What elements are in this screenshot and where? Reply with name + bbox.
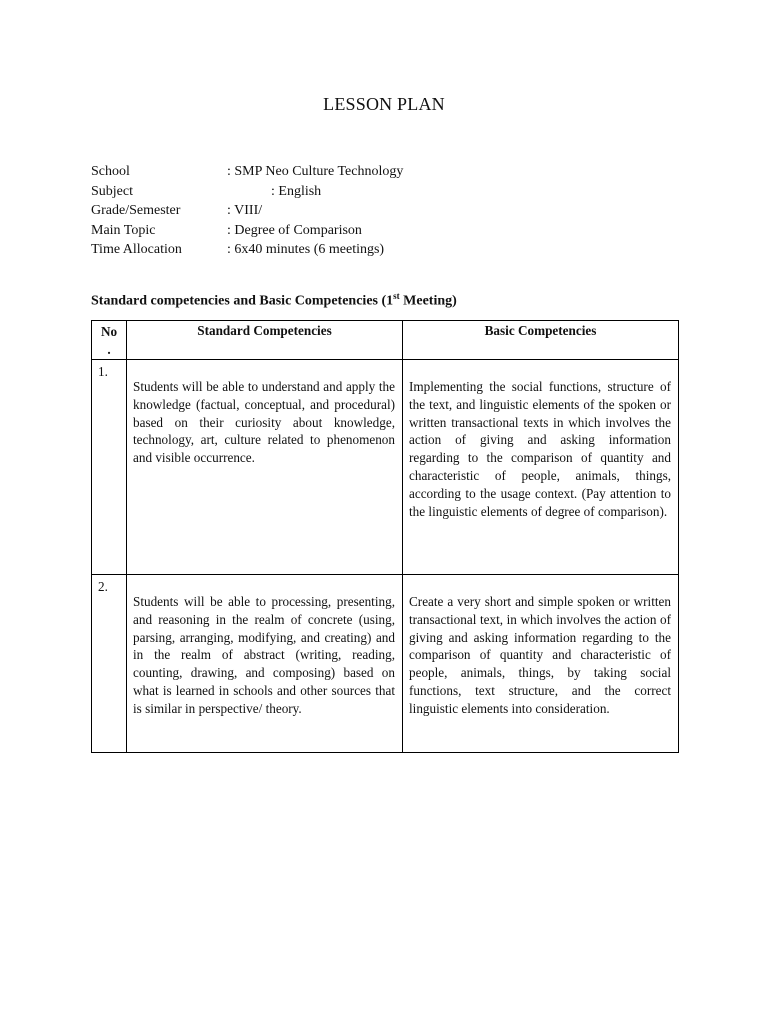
section-heading-prefix: Standard competencies and Basic Competencies (1 (91, 293, 394, 309)
page-title: LESSON PLAN (323, 94, 445, 114)
table-header-row (92, 321, 679, 360)
info-label: Main Topic (91, 222, 156, 238)
table-row (92, 360, 679, 575)
standard-competency: Students will be able to processing, presenting, and reasoning in the realm of concrete (using, parsing, arranging, modifying, and creating) and in the realm of abstract (writing, reading, counting, drawing, and composing) based on what is learned in schools and other sources that is similar in perspective/ theory. (127, 575, 403, 753)
row-number: 2. (92, 575, 127, 753)
info-label: School (91, 164, 130, 179)
info-value: : English (271, 183, 322, 199)
competencies-table (91, 320, 679, 753)
basic-competency: Create a very short and simple spoken or written transactional text, in which involves the action of giving and asking information regarding to the comparison of quantity and characteristic of people, animals, things, by taking social functions, text structure, and the correct linguistic elements into consideration. (403, 575, 679, 753)
section-heading (91, 291, 457, 310)
info-value: : SMP Neo Culture Technology (227, 164, 404, 179)
info-label: Grade/Semester (91, 203, 181, 218)
section-heading-suffix: Meeting) (399, 293, 457, 309)
info-label: Subject (91, 183, 133, 199)
section-heading-sup: st (393, 291, 400, 301)
header-basic: Basic Competencies (403, 321, 679, 360)
header-no-text: No (100, 324, 118, 339)
row-number: 1. (92, 360, 127, 575)
table-row (92, 575, 679, 753)
info-value: : VIII/ (227, 203, 263, 218)
info-value: : Degree of Comparison (227, 222, 362, 238)
info-label: Time Allocation (91, 242, 182, 257)
info-value: : 6x40 minutes (6 meetings) (227, 242, 385, 257)
header-no (92, 321, 127, 360)
header-no-dot: . (107, 342, 111, 357)
basic-competency: Implementing the social functions, structure of the text, and linguistic elements of the spoken or written transactional texts in which involves the action of giving and asking information regarding to the comparison of quantity and characteristic of people, animals, things, according to the usage context. (Pay attention to the linguistic elements of degree of comparison). (403, 360, 679, 575)
standard-competency: Students will be able to understand and apply the knowledge (factual, conceptual, and procedural) based on their curiosity about knowledge, technology, art, culture related to phenomenon and visible occurrence. (127, 360, 403, 575)
header-standard: Standard Competencies (127, 321, 403, 360)
